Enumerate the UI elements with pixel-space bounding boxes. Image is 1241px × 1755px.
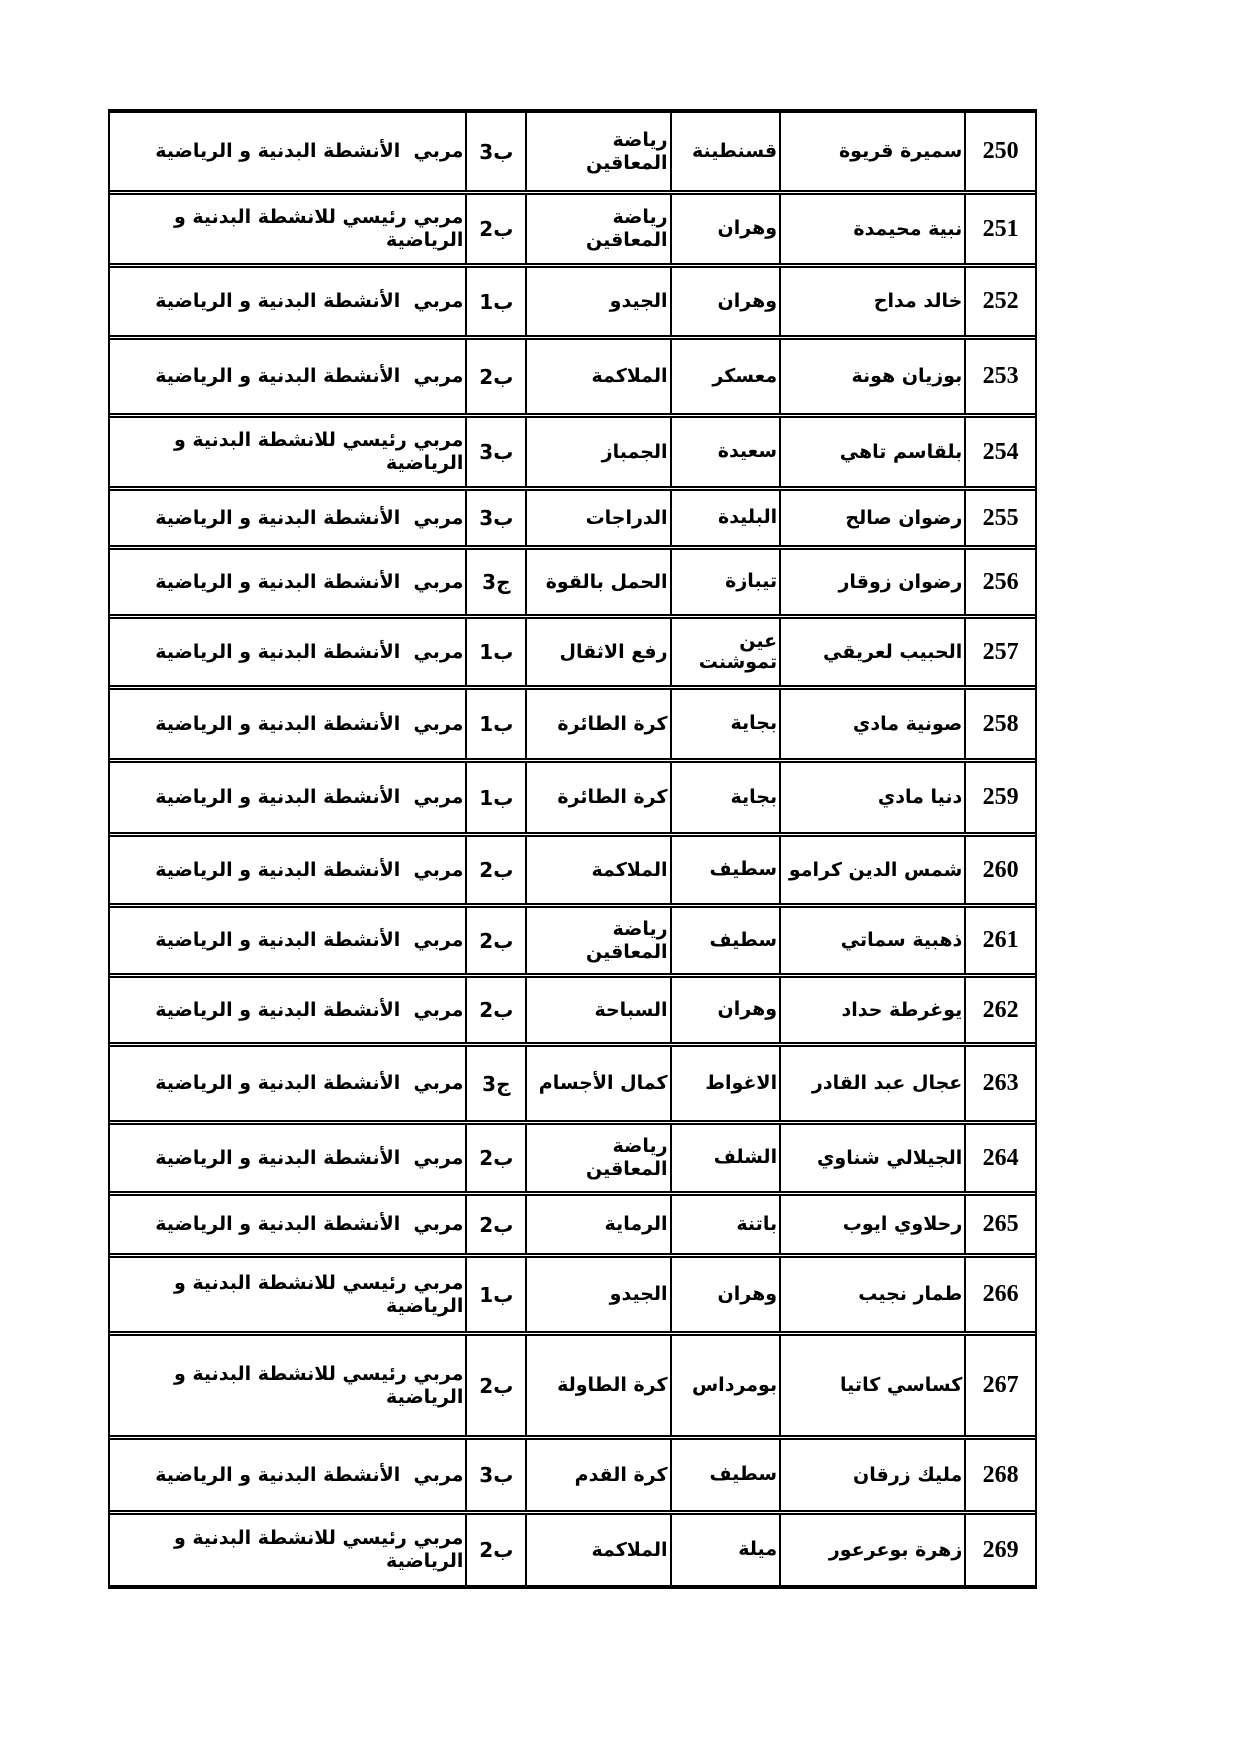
table-row [110, 416, 1035, 488]
sport-cell: الملاكمة [525, 1515, 669, 1585]
sport-cell: رياضة المعاقين [525, 113, 669, 190]
grade-cell: ج3 [465, 1047, 525, 1120]
grade-cell: ب2 [465, 1196, 525, 1253]
job-title-cell: مربي الأنشطة البدنية و الرياضية [155, 570, 464, 593]
wilaya-cell: الشلف [670, 1125, 780, 1191]
row-number-cell: 258 [964, 690, 1035, 758]
table-row [110, 1123, 1035, 1193]
sport-cell: الحمل بالقوة [525, 550, 669, 614]
job-title-cell: مربي الأنشطة البدنية و الرياضية [155, 365, 464, 388]
name-cell: عجال عبد القادر [779, 1047, 964, 1120]
sport-cell: الملاكمة [525, 340, 669, 413]
wilaya-cell: سطيف [670, 908, 780, 973]
wilaya-cell: الاغواط [670, 1047, 780, 1120]
wilaya-cell: وهران [670, 268, 780, 335]
name-cell: رضوان زوقار [779, 550, 964, 614]
table-row [110, 489, 1035, 547]
grade-cell: ب3 [465, 491, 525, 545]
job-title-cell: مربي الأنشطة البدنية و الرياضية [155, 506, 464, 529]
wilaya-cell: باتنة [670, 1196, 780, 1253]
name-cell: بلقاسم تاهي [779, 418, 964, 486]
sport-cell: الرماية [525, 1196, 669, 1253]
job-title-cell: مربي الأنشطة البدنية و الرياضية [155, 998, 464, 1021]
wilaya-cell: سطيف [670, 1440, 780, 1510]
row-number-cell: 269 [964, 1515, 1035, 1585]
row-number-cell: 257 [964, 619, 1035, 685]
wilaya-cell: بجاية [670, 690, 780, 758]
grade-cell: ب2 [465, 340, 525, 413]
name-cell: مليك زرقان [779, 1440, 964, 1510]
row-number-cell: 268 [964, 1440, 1035, 1510]
grade-cell: ب2 [465, 978, 525, 1042]
name-cell: طمار نجيب [779, 1258, 964, 1331]
table-row [110, 906, 1035, 975]
job-title-cell: مربي الأنشطة البدنية و الرياضية [155, 1146, 464, 1169]
name-cell: دنيا مادي [779, 763, 964, 832]
job-title-cell: مربي الأنشطة البدنية و الرياضية [155, 929, 464, 952]
grade-cell: ب3 [465, 1440, 525, 1510]
job-title-cell: مربي رئيسي للانشطة البدنية و الرياضية [167, 429, 464, 474]
grade-cell: ب1 [465, 268, 525, 335]
wilaya-cell: معسكر [670, 340, 780, 413]
sport-cell: رياضة المعاقين [525, 1125, 669, 1191]
sport-cell: السباحة [525, 978, 669, 1042]
row-number-cell: 262 [964, 978, 1035, 1042]
job-title-cell: مربي رئيسي للانشطة البدنية و الرياضية [167, 1271, 464, 1317]
job-title-cell: مربي رئيسي للانشطة البدنية و الرياضية [167, 1362, 464, 1408]
job-title-cell: مربي الأنشطة البدنية و الرياضية [155, 712, 464, 735]
sport-cell: كرة الطاولة [525, 1336, 669, 1435]
grade-cell: ب1 [465, 763, 525, 832]
table-row [110, 266, 1035, 337]
sport-cell: رياضة المعاقين [525, 908, 669, 973]
wilaya-cell: بجاية [670, 763, 780, 832]
name-cell: شمس الدين كرامو [779, 837, 964, 903]
wilaya-cell: ميلة [670, 1515, 780, 1585]
employees-table [108, 109, 1037, 1589]
grade-cell: ب2 [465, 837, 525, 903]
name-cell: بوزيان هونة [779, 340, 964, 413]
name-cell: رضوان صالح [779, 491, 964, 545]
row-number-cell: 250 [964, 113, 1035, 190]
table-row [110, 548, 1035, 616]
row-number-cell: 261 [964, 908, 1035, 973]
name-cell: ذهبية سماتي [779, 908, 964, 973]
job-title-cell: مربي الأنشطة البدنية و الرياضية [155, 1072, 464, 1095]
grade-cell: ب2 [465, 908, 525, 973]
sport-cell: كرة الطائرة [525, 690, 669, 758]
wilaya-cell: البليدة [670, 491, 780, 545]
grade-cell: ب2 [465, 1125, 525, 1191]
table-row [110, 193, 1035, 265]
table-row [110, 1194, 1035, 1255]
name-cell: خالد مداح [779, 268, 964, 335]
row-number-cell: 263 [964, 1047, 1035, 1120]
wilaya-cell: قسنطينة [670, 113, 780, 190]
wilaya-cell: سعيدة [670, 418, 780, 486]
sport-cell: رياضة المعاقين [525, 195, 669, 263]
sport-cell: الجيدو [525, 1258, 669, 1331]
name-cell: الحبيب لعريقي [779, 619, 964, 685]
grade-cell: ب2 [465, 195, 525, 263]
row-number-cell: 251 [964, 195, 1035, 263]
grade-cell: ج3 [465, 550, 525, 614]
name-cell: رحلاوي ايوب [779, 1196, 964, 1253]
table-row [110, 835, 1035, 905]
sport-cell: الدراجات [525, 491, 669, 545]
table-row [110, 617, 1035, 687]
row-number-cell: 265 [964, 1196, 1035, 1253]
table-row [110, 111, 1035, 192]
table-row [110, 1045, 1035, 1122]
job-title-cell: مربي الأنشطة البدنية و الرياضية [155, 858, 464, 881]
job-title-cell: مربي الأنشطة البدنية و الرياضية [155, 786, 464, 809]
row-number-cell: 264 [964, 1125, 1035, 1191]
sport-cell: كرة الطائرة [525, 763, 669, 832]
sport-cell: الجمباز [525, 418, 669, 486]
name-cell: كساسي كاتيا [779, 1336, 964, 1435]
name-cell: صونية مادي [779, 690, 964, 758]
grade-cell: ب3 [465, 418, 525, 486]
table-row [110, 1513, 1035, 1587]
job-title-cell: مربي الأنشطة البدنية و الرياضية [155, 1213, 464, 1236]
grade-cell: ب1 [465, 619, 525, 685]
sport-cell: الملاكمة [525, 837, 669, 903]
row-number-cell: 260 [964, 837, 1035, 903]
grade-cell: ب3 [465, 113, 525, 190]
table-row [110, 1438, 1035, 1512]
grade-cell: ب2 [465, 1515, 525, 1585]
sport-cell: كمال الأجسام [525, 1047, 669, 1120]
wilaya-cell: تيبازة [670, 550, 780, 614]
name-cell: يوغرطة حداد [779, 978, 964, 1042]
row-number-cell: 266 [964, 1258, 1035, 1331]
row-number-cell: 255 [964, 491, 1035, 545]
name-cell: نبية محيمدة [779, 195, 964, 263]
row-number-cell: 253 [964, 340, 1035, 413]
wilaya-cell: بومرداس [670, 1336, 780, 1435]
wilaya-cell: سطيف [670, 837, 780, 903]
row-number-cell: 254 [964, 418, 1035, 486]
name-cell: سميرة قريوة [779, 113, 964, 190]
name-cell: الجيلالي شناوي [779, 1125, 964, 1191]
grade-cell: ب2 [465, 1336, 525, 1435]
wilaya-cell: وهران [670, 195, 780, 263]
row-number-cell: 256 [964, 550, 1035, 614]
grade-cell: ب1 [465, 1258, 525, 1331]
table-row [110, 976, 1035, 1044]
row-number-cell: 252 [964, 268, 1035, 335]
name-cell: زهرة بوعرعور [779, 1515, 964, 1585]
sport-cell: الجيدو [525, 268, 669, 335]
job-title-cell: مربي الأنشطة البدنية و الرياضية [155, 140, 464, 163]
table-row [110, 1334, 1035, 1437]
job-title-cell: مربي رئيسي للانشطة البدنية و الرياضية [167, 206, 464, 251]
job-title-cell: مربي رئيسي للانشطة البدنية و الرياضية [167, 1527, 464, 1572]
job-title-cell: مربي الأنشطة البدنية و الرياضية [155, 1463, 464, 1486]
grade-cell: ب1 [465, 690, 525, 758]
row-number-cell: 259 [964, 763, 1035, 832]
job-title-cell: مربي الأنشطة البدنية و الرياضية [155, 640, 464, 663]
row-number-cell: 267 [964, 1336, 1035, 1435]
job-title-cell: مربي الأنشطة البدنية و الرياضية [155, 290, 464, 313]
sport-cell: كرة القدم [525, 1440, 669, 1510]
table-row [110, 338, 1035, 415]
wilaya-cell: وهران [670, 978, 780, 1042]
wilaya-cell: وهران [670, 1258, 780, 1331]
sport-cell: رفع الاثقال [525, 619, 669, 685]
wilaya-cell: عين تموشنت [670, 619, 780, 685]
table-row [110, 1256, 1035, 1333]
table-row [110, 761, 1035, 834]
table-row [110, 688, 1035, 760]
